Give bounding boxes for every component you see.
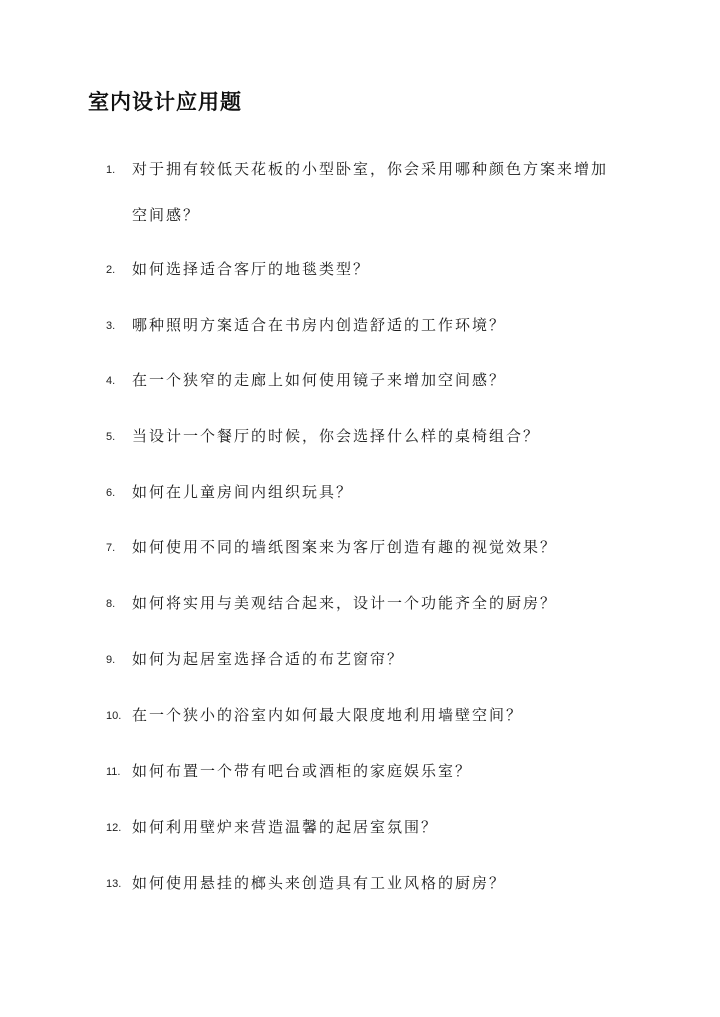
question-number: 2. <box>106 264 116 276</box>
question-text: 如何在儿童房间内组织玩具？ <box>132 483 354 501</box>
question-number: 3. <box>106 320 116 332</box>
question-text: 当设计一个餐厅的时候，你会选择什么样的桌椅组合？ <box>132 427 541 445</box>
question-number: 13. <box>106 878 122 890</box>
question-text: 如何使用不同的墙纸图案来为客厅创造有趣的视觉效果？ <box>132 538 558 556</box>
question-text: 在一个狭小的浴室内如何最大限度地利用墙壁空间？ <box>132 706 524 724</box>
question-text: 如何布置一个带有吧台或酒柜的家庭娱乐室？ <box>132 762 473 780</box>
question-text: 如何利用壁炉来营造温馨的起居室氛围？ <box>132 818 439 836</box>
question-number: 8. <box>106 598 116 610</box>
question-text: 如何选择适合客厅的地毯类型？ <box>132 260 371 278</box>
question-text: 对于拥有较低天花板的小型卧室，你会采用哪种颜色方案来增加空间感？ <box>132 160 609 224</box>
question-number: 11. <box>106 766 121 778</box>
question-text: 如何将实用与美观结合起来，设计一个功能齐全的厨房？ <box>132 594 558 612</box>
question-number: 4. <box>106 375 116 387</box>
question-number: 9. <box>106 654 116 666</box>
question-number: 6. <box>106 487 116 499</box>
question-text: 如何使用悬挂的榔头来创造具有工业风格的厨房？ <box>132 874 507 892</box>
question-number: 10. <box>106 710 122 722</box>
question-text: 哪种照明方案适合在书房内创造舒适的工作环境？ <box>132 316 507 334</box>
question-text: 如何为起居室选择合适的布艺窗帘？ <box>132 650 405 668</box>
question-text: 在一个狭窄的走廊上如何使用镜子来增加空间感？ <box>132 371 507 389</box>
page-title: 室内设计应用题 <box>88 89 242 114</box>
question-number: 12. <box>106 822 122 834</box>
question-number: 1. <box>106 164 116 176</box>
question-number: 7. <box>106 542 116 554</box>
question-number: 5. <box>106 431 116 443</box>
